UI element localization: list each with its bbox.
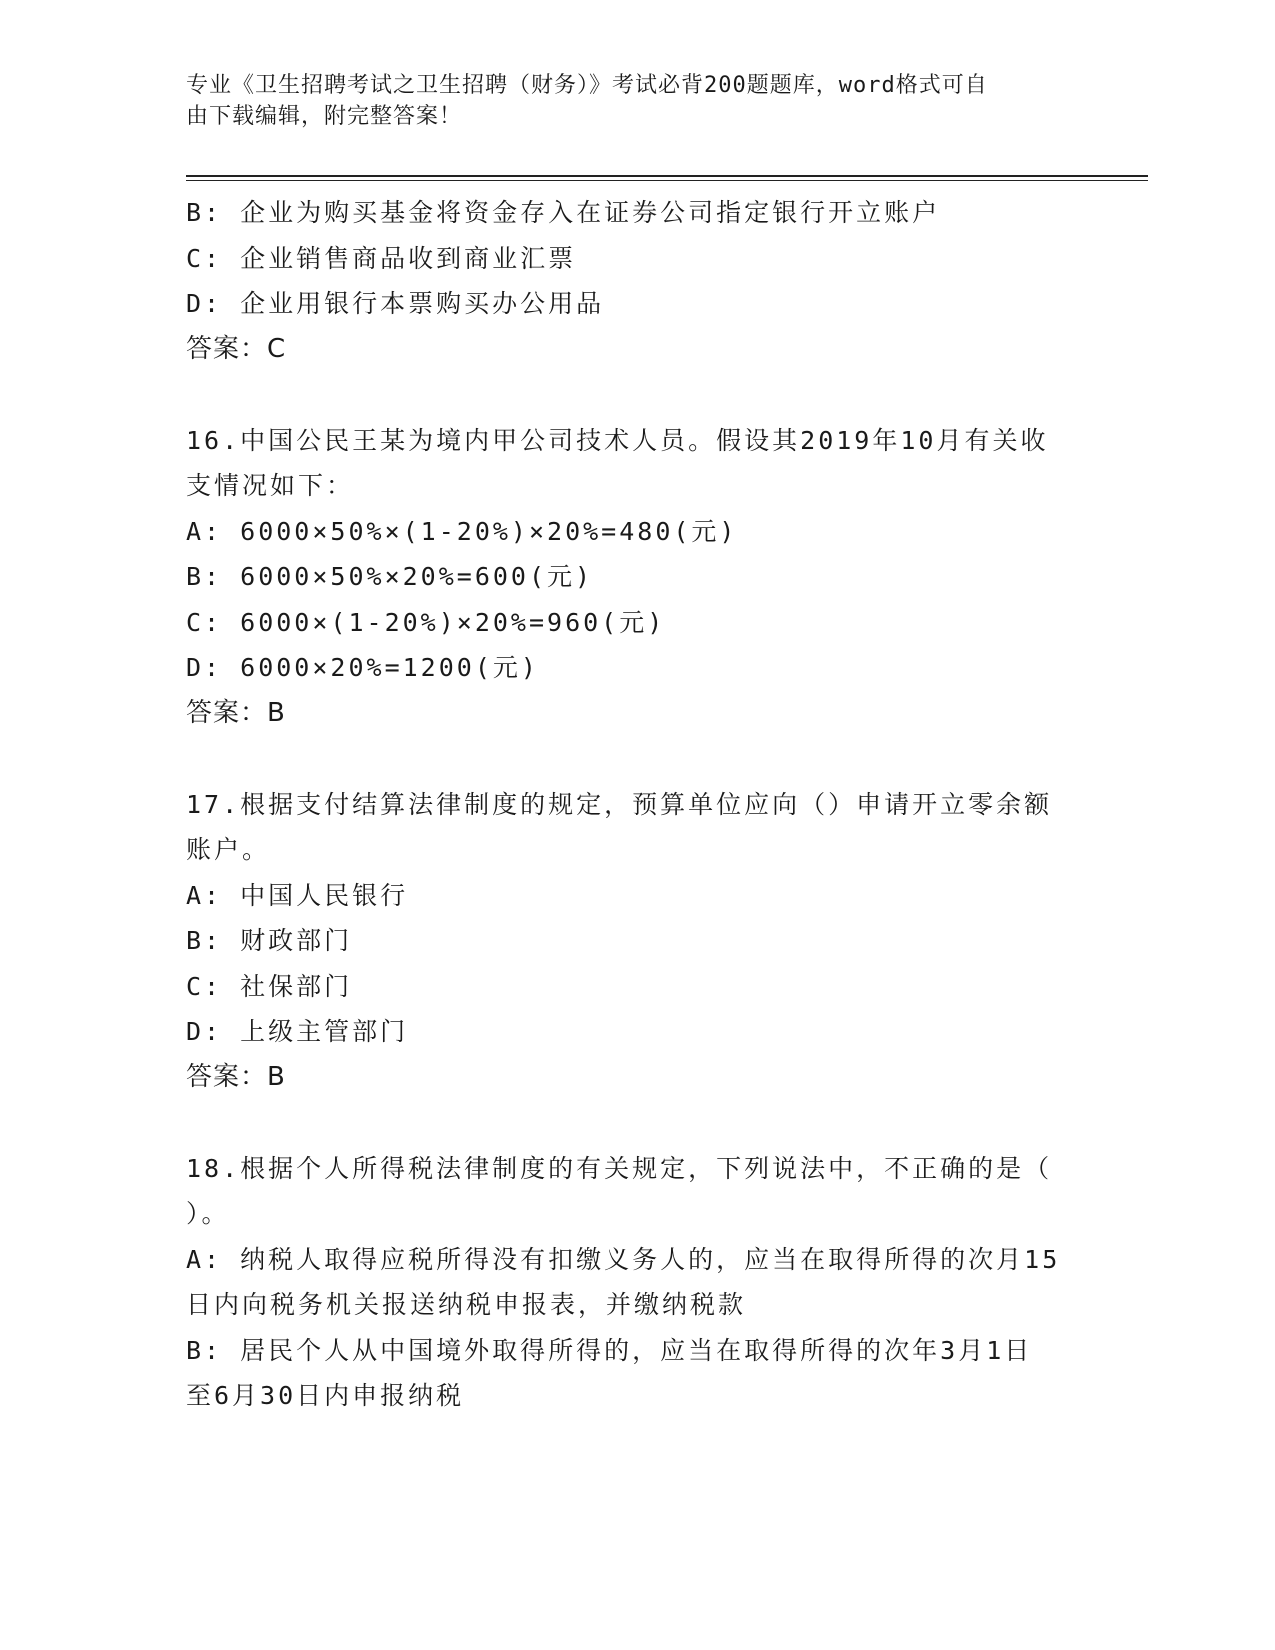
question-content: [186, 190, 1086, 1419]
q16-stem-line-2: 支情况如下：: [186, 471, 355, 500]
spacer: [186, 736, 1086, 782]
q16-option-b: B: 6000×50%×20%=600(元): [186, 562, 594, 591]
header-divider-thin: [186, 180, 1148, 181]
spacer: [186, 372, 1086, 418]
q17-option-a: A: 中国人民银行: [186, 880, 409, 910]
q15-option-c: C: 企业销售商品收到商业汇票: [186, 243, 577, 273]
q16-stem-line-1: 16.中国公民王某为境内甲公司技术人员。假设其2019年10月有关收: [186, 425, 1049, 455]
q17-answer: 答案：B: [186, 1061, 286, 1092]
header-line-2: 由下载编辑，附完整答案！: [186, 104, 463, 129]
header-divider-thick: [186, 175, 1148, 177]
q17-option-c: C: 社保部门: [186, 971, 353, 1001]
q16-answer: 答案：B: [186, 697, 286, 728]
q18-option-a-line-2: 日内向税务机关报送纳税申报表，并缴纳税款: [186, 1290, 747, 1319]
q18-option-b-line-2: 至6月30日内申报纳税: [186, 1381, 465, 1410]
q16-option-a: A: 6000×50%×(1-20%)×20%=480(元): [186, 516, 738, 546]
q17-option-b: B: 财政部门: [186, 926, 353, 955]
q17-option-d: D: 上级主管部门: [186, 1017, 409, 1046]
question-18-block: [186, 1146, 1086, 1419]
q17-stem-line-1: 17.根据支付结算法律制度的规定，预算单位应向（）申请开立零余额: [186, 789, 1053, 819]
document-header: [186, 70, 1066, 132]
question-17-block: [186, 782, 1086, 1101]
q16-option-c: C: 6000×(1-20%)×20%=960(元): [186, 607, 666, 637]
q18-stem-line-1: 18.根据个人所得税法律制度的有关规定，下列说法中，不正确的是（: [186, 1153, 1053, 1183]
header-line-1: 专业《卫生招聘考试之卫生招聘（财务）》考试必背200题题库，word格式可自: [186, 73, 988, 98]
q18-option-b-line-1: B: 居民个人从中国境外取得所得的，应当在取得所得的次年3月1日: [186, 1335, 1033, 1365]
q15-option-b: B: 企业为购买基金将资金存入在证券公司指定银行开立账户: [186, 198, 941, 227]
question-15-block: [186, 190, 1086, 372]
question-16-block: [186, 418, 1086, 737]
q15-option-d: D: 企业用银行本票购买办公用品: [186, 289, 605, 318]
q17-stem-line-2: 账户。: [186, 835, 271, 864]
q18-option-a-line-1: A: 纳税人取得应税所得没有扣缴义务人的，应当在取得所得的次月15: [186, 1244, 1061, 1274]
q18-stem-line-2: ）。: [186, 1199, 230, 1228]
q16-option-d: D: 6000×20%=1200(元): [186, 653, 539, 682]
q15-answer: 答案：C: [186, 333, 287, 364]
spacer: [186, 1100, 1086, 1146]
